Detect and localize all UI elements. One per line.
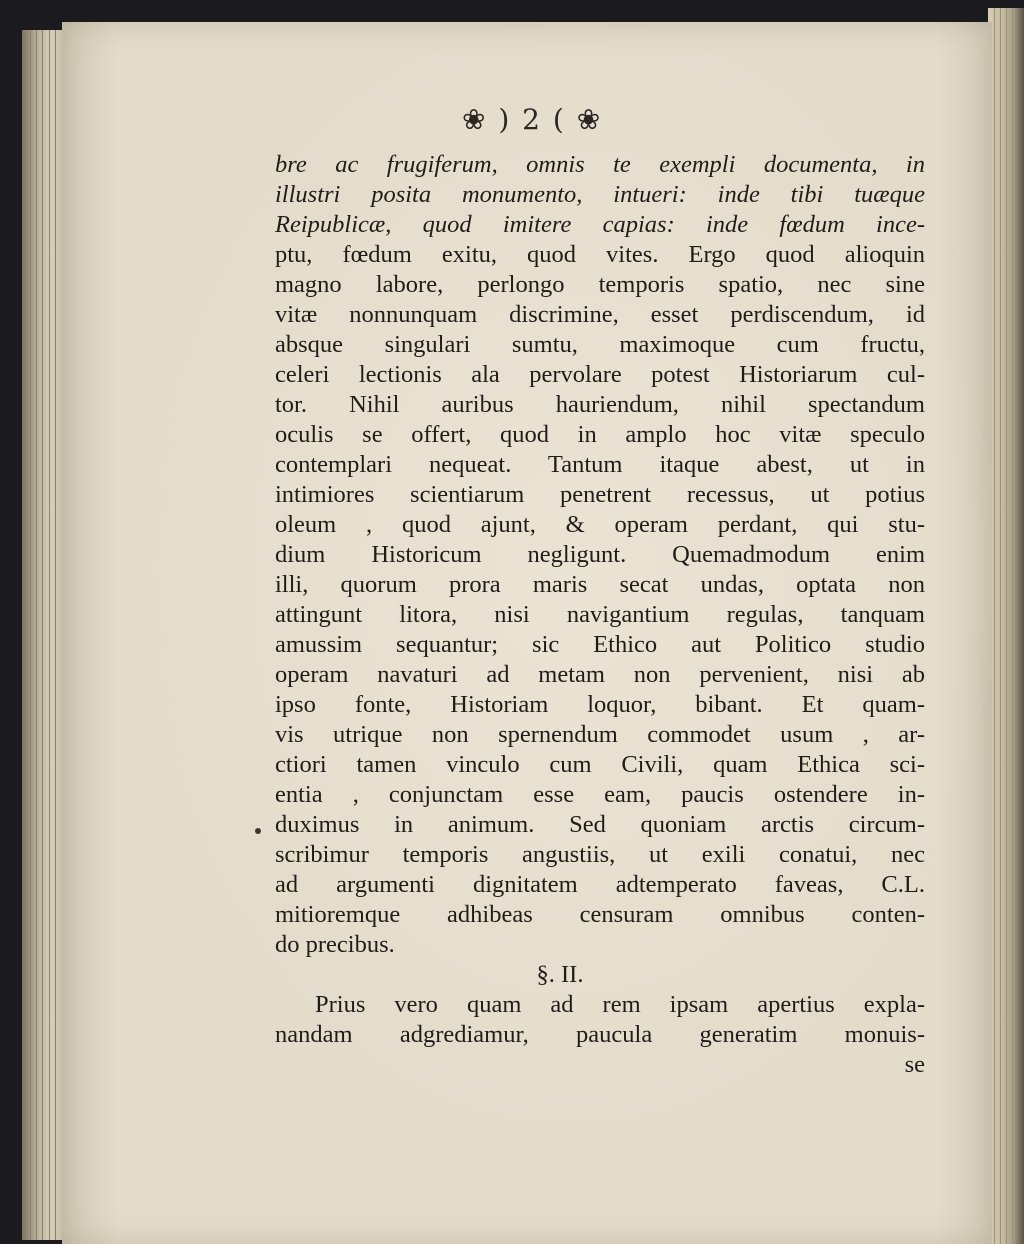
text-line: illustri posita monumento, intueri: inde tibi tuæque: [275, 181, 925, 208]
text-line: duximus in animum. Sed quoniam arctis circum-: [275, 811, 925, 838]
body-text: [275, 150, 925, 1080]
text-line: tor. Nihil auribus hauriendum, nihil spectandum: [275, 391, 925, 418]
text-line: §. II.: [536, 961, 584, 988]
text-line: operam navaturi ad metam non pervenient, nisi ab: [275, 661, 925, 688]
text-line: amussim sequantur; sic Ethico aut Politico studio: [275, 631, 925, 658]
text-line: scribimur temporis angustiis, ut exili conatui, nec: [275, 841, 925, 868]
page-header: ❀ ) 2 ( ❀: [462, 103, 603, 136]
text-line: magno labore, perlongo temporis spatio, nec sine: [275, 271, 925, 298]
text-line: ipso fonte, Historiam loquor, bibant. Et quam-: [275, 691, 925, 718]
text-line: nandam adgrediamur, paucula generatim monuis-: [275, 1021, 925, 1048]
text-line: vis utrique non spernendum commodet usum , ar-: [275, 721, 925, 748]
text-line: entia , conjunctam esse eam, paucis ostendere in-: [275, 781, 925, 808]
text-line: illi, quorum prora maris secat undas, optata non: [275, 571, 925, 598]
text-line: intimiores scientiarum penetrent recessus, ut potius: [275, 481, 925, 508]
text-line: Prius vero quam ad rem ipsam apertius expla-: [315, 991, 925, 1018]
text-line: ad argumenti dignitatem adtemperato faveas, C.L.: [275, 871, 925, 898]
margin-mark: [255, 828, 261, 834]
text-line: Reipublicæ, quod imitere capias: inde fœdum ince-: [275, 211, 925, 238]
text-line: attingunt litora, nisi navigantium regulas, tanquam: [275, 601, 925, 628]
text-line: ptu, fœdum exitu, quod vites. Ergo quod alioquin: [275, 241, 925, 268]
text-line: contemplari nequeat. Tantum itaque abest, ut in: [275, 451, 925, 478]
book-right-edge: [988, 8, 1024, 1244]
text-line: oleum , quod ajunt, & operam perdant, qui stu-: [275, 511, 925, 538]
text-line: mitioremque adhibeas censuram omnibus conten-: [275, 901, 925, 928]
text-line: celeri lectionis ala pervolare potest Historiarum cul-: [275, 361, 925, 388]
text-line: ctiori tamen vinculo cum Civili, quam Ethica sci-: [275, 751, 925, 778]
text-line: se: [904, 1051, 925, 1078]
text-line: dium Historicum negligunt. Quemadmodum enim: [275, 541, 925, 568]
text-line: oculis se offert, quod in amplo hoc vitæ speculo: [275, 421, 925, 448]
text-line: vitæ nonnunquam discrimine, esset perdiscendum, id: [275, 301, 925, 328]
text-line: bre ac frugiferum, omnis te exempli documenta, in: [275, 151, 925, 178]
text-line: absque singulari sumtu, maximoque cum fructu,: [275, 331, 925, 358]
text-line: do precibus.: [275, 931, 395, 958]
